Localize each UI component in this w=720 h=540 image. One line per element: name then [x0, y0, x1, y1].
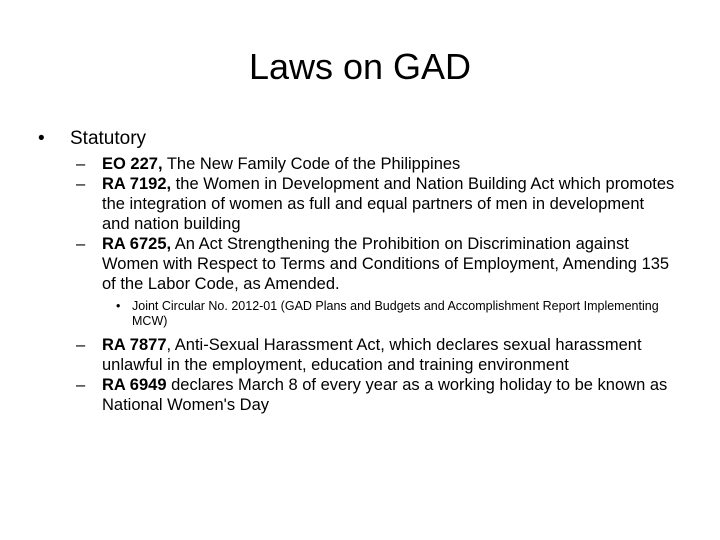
law-item-eo227: [76, 154, 676, 174]
law-code: RA 6949: [102, 376, 167, 394]
statutory-label: Statutory: [70, 128, 147, 149]
dash-symbol: –: [76, 155, 86, 173]
law-list: [76, 154, 676, 415]
law-code: EO 227,: [102, 155, 163, 173]
statutory-bullet: [38, 128, 146, 150]
dash-symbol: –: [76, 175, 86, 193]
law-description: declares March 8 of every year as a working holiday to be known as National Women's Day: [102, 376, 668, 414]
law-code: RA 6725,: [102, 235, 172, 253]
sub-item-text: Joint Circular No. 2012-01 (GAD Plans and Budgets and Accomplishment Report Implementing MCW): [132, 299, 659, 328]
sub-bullet-symbol: •: [116, 299, 121, 313]
dash-symbol: –: [76, 376, 86, 394]
bullet-symbol: •: [38, 128, 45, 149]
sub-item-joint-circular: [102, 299, 676, 329]
law-description: An Act Strengthening the Prohibition on Discrimination against Women with Respect to Terms and Conditions of Employment, Amending 135 of the Labor Code, as Amended.: [102, 235, 670, 293]
law-item-ra6725: [76, 234, 676, 294]
slide-title: Laws on GAD: [248, 46, 472, 87]
law-description: , Anti-Sexual Harassment Act, which declares sexual harassment unlawful in the employment, education and training environment: [102, 336, 642, 374]
law-description: the Women in Development and Nation Building Act which promotes the integration of women as full and equal partners of men in development and nation building: [102, 175, 675, 233]
law-item-ra7877: [76, 335, 676, 375]
dash-symbol: –: [76, 235, 86, 253]
law-item-ra6949: [76, 375, 676, 415]
law-description: The New Family Code of the Philippines: [162, 155, 461, 173]
law-code: RA 7877: [102, 336, 167, 354]
dash-symbol: –: [76, 336, 86, 354]
law-item-ra7192: [76, 174, 676, 234]
law-code: RA 7192,: [102, 175, 172, 193]
